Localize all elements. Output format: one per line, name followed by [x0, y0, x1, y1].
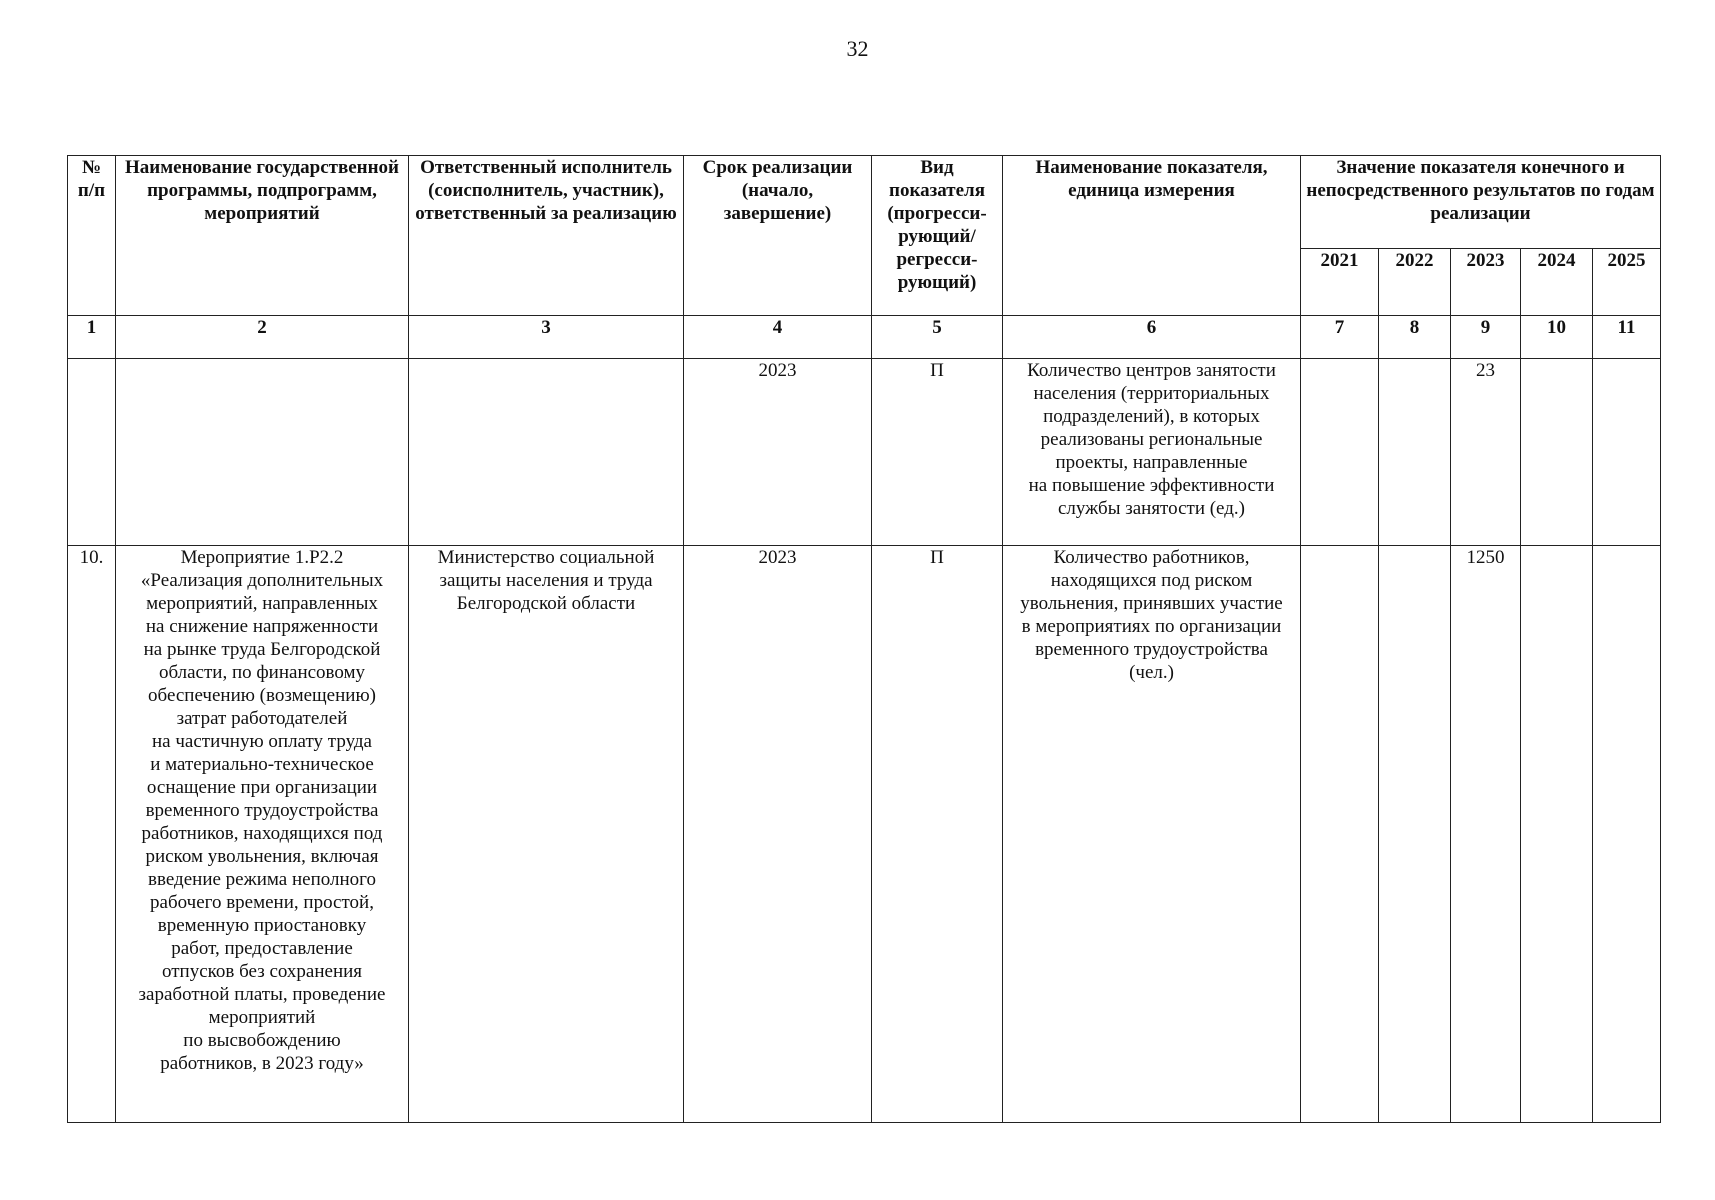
- row-value-2022: [1379, 546, 1451, 1123]
- header-year-2021: 2021: [1301, 249, 1379, 316]
- column-number: 6: [1003, 316, 1301, 359]
- row-period: 2023: [684, 359, 872, 546]
- table-row: [68, 546, 1661, 1123]
- column-number: 1: [68, 316, 116, 359]
- column-number: 2: [116, 316, 409, 359]
- header-year-2022: 2022: [1379, 249, 1451, 316]
- row-name: [116, 359, 409, 546]
- row-value-2022: [1379, 359, 1451, 546]
- header-col-indicator: Наименование показателя, единица измерения: [1003, 156, 1301, 316]
- row-value-2021: [1301, 359, 1379, 546]
- row-name: Мероприятие 1.Р2.2 «Реализация дополнительных мероприятий, направленных на снижение напряженности на рынке труда Белгородской области, по финансовому обеспечению (возмещению) затрат работодателей на частичную оплату труда и материально-техническое оснащение при организации временного трудоустройства работников, находящихся под риском увольнения, включая введение режима неполного рабочего времени, простой, временную приостановку работ, предоставление отпусков без сохранения заработной платы, проведение мероприятий по высвобождению работников, в 2023 году»: [116, 546, 409, 1123]
- row-value-2025: [1593, 359, 1661, 546]
- column-number: 10: [1521, 316, 1593, 359]
- row-number: 10.: [68, 546, 116, 1123]
- row-value-2024: [1521, 546, 1593, 1123]
- row-indicator: Количество работников, находящихся под риском увольнения, принявших участие в мероприятиях по организации временного трудоустройства (чел.): [1003, 546, 1301, 1123]
- header-year-2023: 2023: [1451, 249, 1521, 316]
- column-numbers-row: [68, 316, 1661, 359]
- column-number: 9: [1451, 316, 1521, 359]
- program-table: [67, 155, 1661, 1123]
- column-number: 11: [1593, 316, 1661, 359]
- table-row: [68, 359, 1661, 546]
- row-value-2023: 1250: [1451, 546, 1521, 1123]
- header-col-number: № п/п: [68, 156, 116, 316]
- page-number: 32: [846, 36, 869, 61]
- row-period: 2023: [684, 546, 872, 1123]
- row-type: П: [872, 359, 1003, 546]
- header-year-2024: 2024: [1521, 249, 1593, 316]
- header-col-responsible: Ответственный исполнитель (соисполнитель, участник), ответственный за реализацию: [409, 156, 684, 316]
- column-number: 8: [1379, 316, 1451, 359]
- row-responsible: Министерство социальной защиты населения и труда Белгородской области: [409, 546, 684, 1123]
- column-number: 3: [409, 316, 684, 359]
- row-value-2021: [1301, 546, 1379, 1123]
- column-number: 5: [872, 316, 1003, 359]
- row-number: [68, 359, 116, 546]
- header-col-name: Наименование государственной программы, подпрограмм, мероприятий: [116, 156, 409, 316]
- row-indicator: Количество центров занятости населения (территориальных подразделений), в которых реализованы региональные проекты, направленные на повышение эффективности службы занятости (ед.): [1003, 359, 1301, 546]
- row-type: П: [872, 546, 1003, 1123]
- header-col-values-group: Значение показателя конечного и непосредственного результатов по годам реализации: [1301, 156, 1661, 249]
- header-year-2025: 2025: [1593, 249, 1661, 316]
- row-value-2025: [1593, 546, 1661, 1123]
- column-number: 7: [1301, 316, 1379, 359]
- header-row: [68, 156, 1661, 249]
- header-col-period: Срок реализации (начало, завершение): [684, 156, 872, 316]
- header-col-type: Вид показателя (прогресси- рующий/ регресси- рующий): [872, 156, 1003, 316]
- row-value-2024: [1521, 359, 1593, 546]
- row-responsible: [409, 359, 684, 546]
- column-number: 4: [684, 316, 872, 359]
- row-value-2023: 23: [1451, 359, 1521, 546]
